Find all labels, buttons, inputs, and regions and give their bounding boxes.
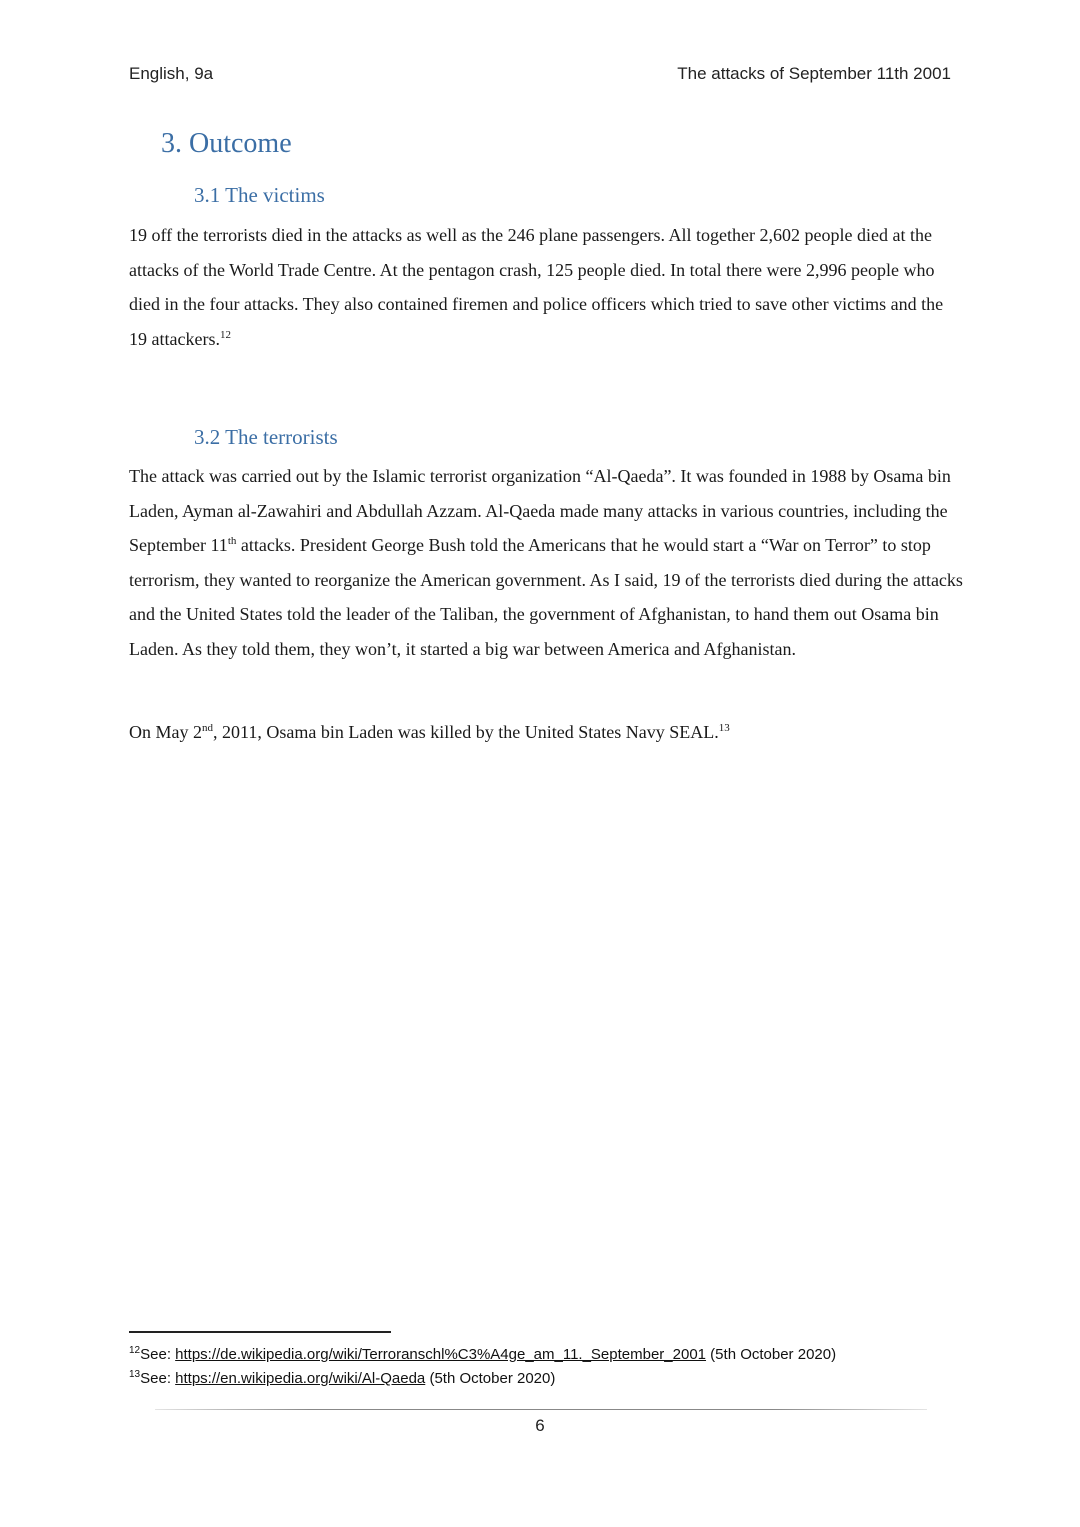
footnote-number: 13 — [129, 1369, 141, 1380]
footnote-ref-13[interactable]: 13 — [718, 722, 730, 734]
paragraph-text-a: The attack was carried out by the Islamic terrorist organization “Al-Qaeda”. It was founded in 1988 by Osama bin Laden, Ayman al-Zawahiri and Abdullah Azzam. Al-Qaeda made many attacks in various countries, including the September 11 — [129, 466, 951, 556]
ordinal-suffix: th — [227, 535, 237, 548]
paragraph-text-b: attacks. President George Bush told the Americans that he would start a “War on Terror” to stop terrorism, they wanted to reorganize the American government. As I said, 19 of the terrorists died during the attacks and the United States told the leader of the Taliban, the government of Afghanistan, to hand them out Osama bin Laden. As they told them, they won’t, it started a big war between America and Afghanistan. — [129, 535, 963, 659]
paragraph-bin-laden-death — [129, 715, 964, 750]
footnote-12 — [129, 1343, 989, 1367]
footnote-prefix: See: — [140, 1346, 176, 1363]
footnote-13 — [129, 1367, 989, 1391]
subsection-heading-terrorists: 3.2 The terrorists — [194, 425, 338, 449]
paragraph-text-b: , 2011, Osama bin Laden was killed by the United States Navy SEAL. — [213, 722, 719, 742]
header-course: English, 9a — [129, 64, 214, 83]
footnote-separator — [129, 1331, 391, 1333]
section-heading: 3. Outcome — [161, 128, 292, 159]
paragraph-terrorists — [129, 459, 964, 667]
footnote-ref-12[interactable]: 12 — [219, 328, 231, 341]
paragraph-text: 19 off the terrorists died in the attacks as well as the 246 plane passengers. All together 2,602 people died at the attacks of the World Trade Centre. At the pentagon crash, 125 people died. In total there were 2,996 people who died in the four attacks. They also contained firemen and police officers which tried to save other victims and the 19 attackers. — [129, 225, 944, 349]
footnotes — [129, 1343, 989, 1391]
ordinal-suffix: nd — [202, 722, 213, 734]
subsection-heading-victims: 3.1 The victims — [194, 183, 325, 207]
footnote-date: (5th October 2020) — [706, 1346, 837, 1363]
footnote-date: (5th October 2020) — [425, 1370, 556, 1387]
paragraph-text-a: On May 2 — [129, 722, 202, 742]
footnote-prefix: See: — [140, 1370, 176, 1387]
footnote-link-13[interactable]: https://en.wikipedia.org/wiki/Al-Qaeda — [175, 1370, 426, 1387]
paragraph-victims — [129, 218, 964, 356]
footer-divider — [155, 1409, 927, 1410]
footnote-number: 12 — [129, 1345, 141, 1356]
footnote-link-12[interactable]: https://de.wikipedia.org/wiki/Terroranschl%C3%A4ge_am_11._September_2001 — [175, 1346, 707, 1363]
page-number: 6 — [535, 1416, 545, 1435]
header-document-title: The attacks of September 11th 2001 — [677, 64, 951, 83]
